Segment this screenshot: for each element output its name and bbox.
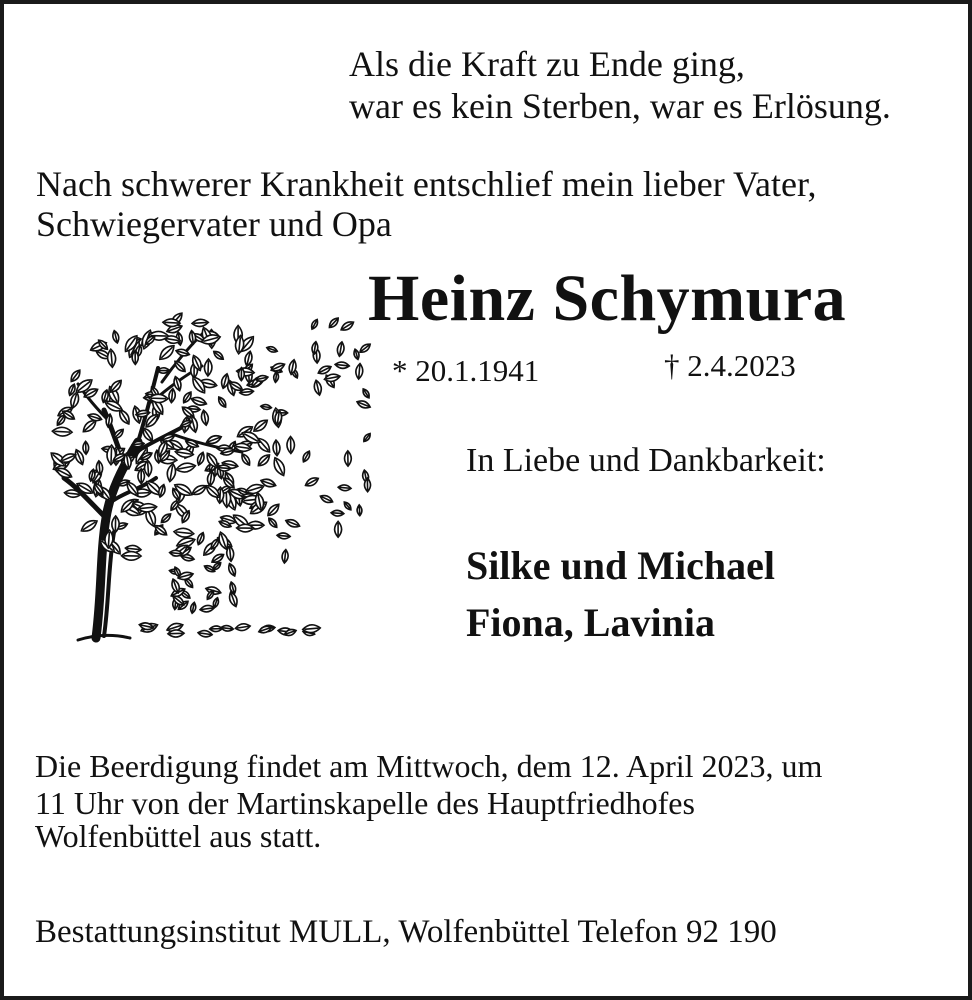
funeral-line-3: Wolfenbüttel aus statt.: [35, 818, 322, 854]
death-date: † 2.4.2023: [664, 348, 796, 383]
intro-line-1: Nach schwerer Krankheit entschlief mein lieber Vater,: [36, 164, 817, 204]
undertaker-info: Bestattungsinstitut MULL, Wolfenbüttel Telefon 92 190: [35, 914, 777, 950]
funeral-line-2: 11 Uhr von der Martinskapelle des Hauptfriedhofes: [35, 785, 695, 821]
birth-date: * 20.1.1941: [392, 353, 540, 388]
tree-with-falling-leaves-icon: [34, 292, 380, 648]
family-line-2: Fiona, Lavinia: [466, 600, 715, 645]
thanks-heading: In Liebe und Dankbarkeit:: [466, 442, 826, 479]
funeral-line-1: Die Beerdigung findet am Mittwoch, dem 12. April 2023, um: [35, 748, 823, 784]
motto-line-1: Als die Kraft zu Ende ging,: [349, 44, 745, 84]
family-line-1: Silke und Michael: [466, 543, 775, 588]
intro-line-2: Schwiegervater und Opa: [36, 204, 392, 244]
motto-line-2: war es kein Sterben, war es Erlösung.: [349, 86, 891, 126]
deceased-name: Heinz Schymura: [368, 262, 847, 335]
